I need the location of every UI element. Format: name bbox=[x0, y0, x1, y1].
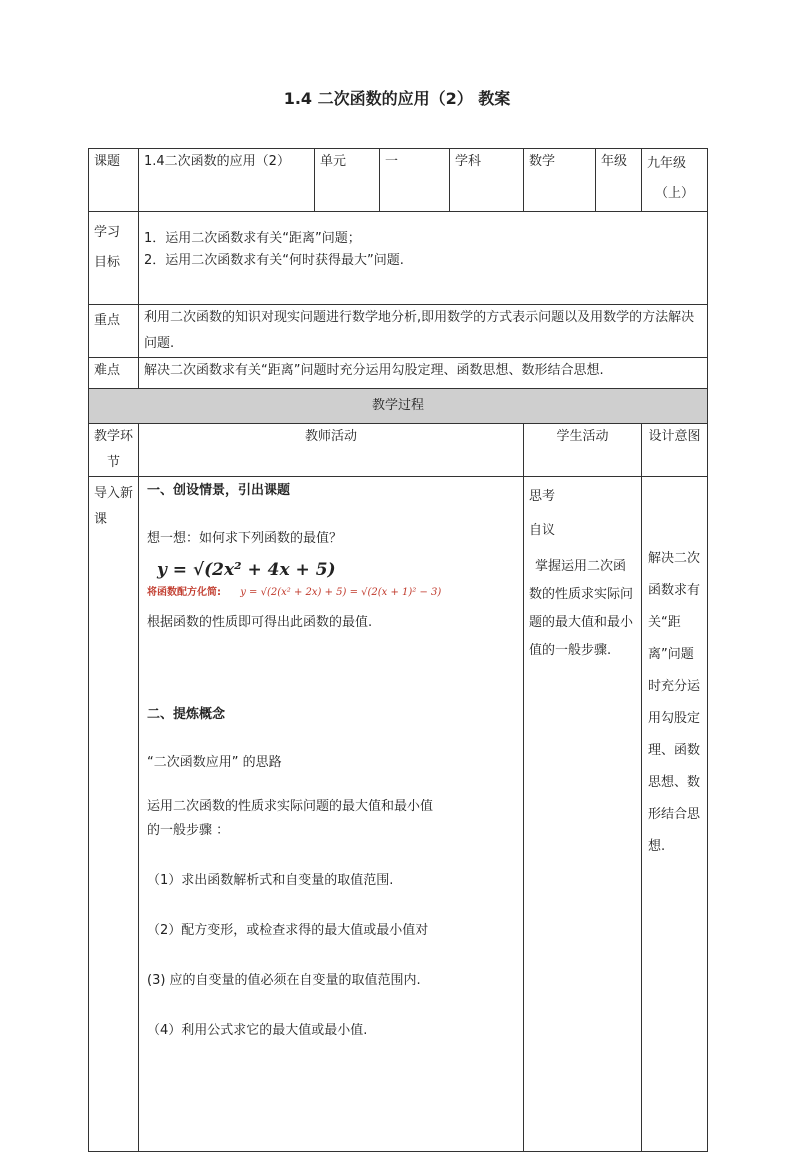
course-value: 1.4二次函数的应用（2） bbox=[139, 149, 315, 212]
teacher-activity bbox=[139, 477, 524, 1152]
simplify-label: 将函数配方化简: bbox=[147, 587, 221, 598]
info-row bbox=[89, 149, 708, 212]
simplify-expression: y = √(2(x² + 2x) + 5) = √(2(x + 1)² − 3) bbox=[240, 587, 442, 598]
step-1: （1）求出函数解析式和自变量的取值范围. bbox=[147, 873, 394, 888]
section1-title: 一、创设情景，引出课题 bbox=[147, 483, 291, 498]
student-paragraph: 掌握运用二次函数的性质求实际问题的最大值和最小值的一般步骤. bbox=[529, 559, 634, 658]
difficulty-row bbox=[89, 358, 708, 389]
difficulty-label: 难点 bbox=[89, 358, 139, 389]
steps-intro-line1: 运用二次函数的性质求实际问题的最大值和最小值 bbox=[147, 799, 434, 814]
steps-intro-line2: 的一般步骤 ： bbox=[147, 823, 230, 838]
process-banner: 教学过程 bbox=[89, 389, 708, 424]
step-4: （4）利用公式求它的最大值或最小值. bbox=[147, 1023, 368, 1038]
idea-text: “二次函数应用” 的思路 bbox=[147, 755, 282, 770]
header-teacher: 教师活动 bbox=[139, 424, 524, 477]
step-3: (3) 应的自变量的值必须在自变量的取值范围内. bbox=[147, 973, 421, 988]
grade-label: 年级 bbox=[596, 149, 642, 212]
subject-label: 学科 bbox=[450, 149, 524, 212]
stage-name: 导入新课 bbox=[89, 477, 139, 1152]
unit-label: 单元 bbox=[315, 149, 380, 212]
header-student: 学生活动 bbox=[524, 424, 642, 477]
difficulty-text: 解决二次函数求有关“距离”问题时充分运用勾股定理、函数思想、数形结合思想. bbox=[139, 358, 708, 389]
key-point-label: 重点 bbox=[89, 305, 139, 358]
unit-value: 一 bbox=[380, 149, 450, 212]
goals-label bbox=[89, 212, 139, 305]
think-prompt: 想一想：如何求下列函数的最值？ bbox=[147, 531, 343, 546]
student-activity bbox=[524, 477, 642, 1152]
subject-value: 数学 bbox=[524, 149, 596, 212]
course-label: 课题 bbox=[89, 149, 139, 212]
goals-label-line2: 目标 bbox=[94, 255, 121, 270]
goals-label-line1: 学习 bbox=[94, 225, 121, 240]
goals-content bbox=[139, 212, 708, 305]
step-2: （2）配方变形，或检查求得的最大值或最小值对 bbox=[147, 923, 429, 938]
student-think: 思考 bbox=[529, 489, 556, 504]
goal-item: 2．运用二次函数求有关“何时获得最大”问题. bbox=[144, 253, 404, 268]
section2-title: 二、提炼概念 bbox=[147, 707, 226, 722]
process-banner-row bbox=[89, 389, 708, 424]
goal-item: 1．运用二次函数求有关“距离”问题； bbox=[144, 231, 361, 246]
key-point-text: 利用二次函数的知识对现实问题进行数学地分析,即用数学的方式表示问题以及用数学的方法解决问题. bbox=[139, 305, 708, 358]
process-body-row bbox=[89, 477, 708, 1152]
lesson-plan-table bbox=[88, 148, 708, 1152]
header-stage: 教学环节 bbox=[89, 424, 139, 477]
grade-value bbox=[642, 149, 708, 212]
grade-value-line1: 九年级 bbox=[647, 156, 687, 171]
document-title: 1.4 二次函数的应用（2） 教案 bbox=[283, 89, 511, 108]
student-discuss: 自议 bbox=[529, 523, 556, 538]
function-formula: y = √(2x² + 4x + 5) bbox=[157, 560, 336, 580]
design-intent: 解决二次函数求有关“距离”问题时充分运用勾股定理、函数思想、数形结合思想. bbox=[642, 477, 708, 1152]
simplify-line bbox=[147, 585, 515, 601]
header-design: 设计意图 bbox=[642, 424, 708, 477]
goals-row bbox=[89, 212, 708, 305]
key-point-row bbox=[89, 305, 708, 358]
process-header-row bbox=[89, 424, 708, 477]
conclusion-text: 根据函数的性质即可得出此函数的最值. bbox=[147, 615, 373, 630]
grade-value-line2: （上） bbox=[654, 186, 694, 201]
